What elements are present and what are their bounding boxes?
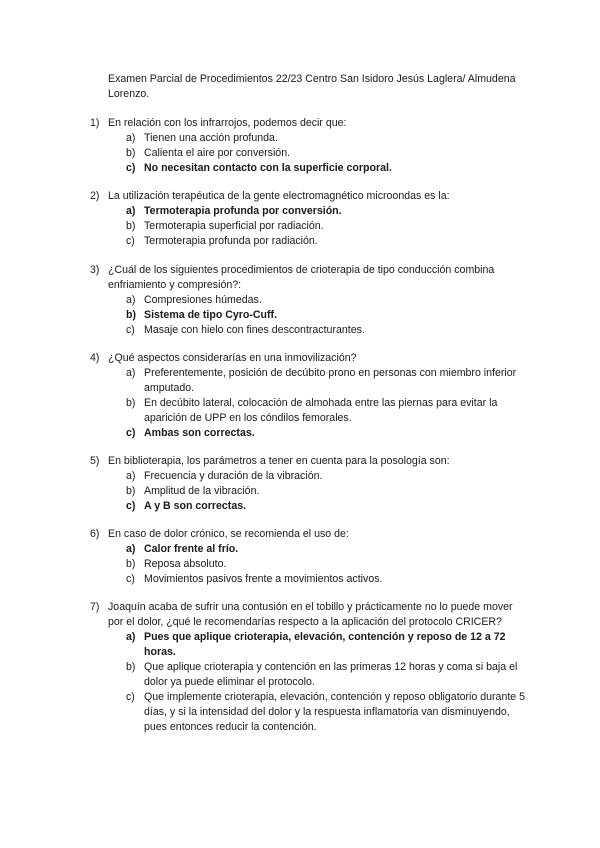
option-c-correct: c) A y B son correctas. bbox=[126, 500, 247, 512]
question-number: 3) bbox=[90, 264, 100, 276]
question-7 bbox=[90, 600, 530, 735]
question-number: 1) bbox=[90, 117, 100, 129]
option-c: c) Termoterapia profunda por radiación. bbox=[126, 235, 318, 247]
option-b: b) En decúbito lateral, colocación de almohada entre las piernas para evitar la aparición de UPP en los cóndilos femorales. bbox=[126, 397, 498, 424]
question-number: 7) bbox=[90, 601, 100, 613]
option-b: b) Termoterapia superficial por radiación. bbox=[126, 220, 324, 232]
option-c-correct: c) No necesitan contacto con la superficie corporal. bbox=[126, 162, 392, 174]
option-b: b) Reposa absoluto. bbox=[126, 558, 227, 570]
question-2 bbox=[90, 189, 530, 249]
answer-options bbox=[90, 469, 530, 514]
question-text: ¿Qué aspectos considerarías en una inmovilización? bbox=[108, 352, 357, 364]
option-b: b) Que aplique crioterapia y contención en las primeras 12 horas y coma si baja el dolor ya puede eliminar el protocolo. bbox=[126, 661, 518, 688]
question-text: En biblioterapia, los parámetros a tener en cuenta para la posología son: bbox=[108, 455, 450, 467]
answer-options bbox=[90, 542, 530, 587]
option-b: b) Calienta el aire por conversión. bbox=[126, 147, 291, 159]
answer-options bbox=[90, 630, 530, 735]
question-number: 4) bbox=[90, 352, 100, 364]
question-text: En caso de dolor crónico, se recomienda el uso de: bbox=[108, 528, 349, 540]
question-number: 2) bbox=[90, 190, 100, 202]
option-a: a) Tienen una acción profunda. bbox=[126, 132, 278, 144]
option-a-correct: a) Pues que aplique crioterapia, elevación, contención y reposo de 12 a 72 horas. bbox=[126, 631, 506, 658]
option-b: b) Amplitud de la vibración. bbox=[126, 485, 260, 497]
answer-options bbox=[90, 204, 530, 249]
option-c: c) Que implemente crioterapia, elevación, contención y reposo obligatorio durante 5 días, y si la intensidad del dolor y la respuesta inflamatoria van disminuyendo, pues entonces reducir la contención. bbox=[126, 691, 526, 733]
option-a-correct: a) Calor frente al frío. bbox=[126, 543, 239, 555]
question-text: En relación con los infrarrojos, podemos decir que: bbox=[108, 117, 347, 129]
question-5 bbox=[90, 454, 530, 514]
option-c: c) Masaje con hielo con fines descontracturantes. bbox=[126, 324, 365, 336]
question-text: ¿Cuál de los siguientes procedimientos de crioterapia de tipo conducción combina enfriamiento y compresión?: bbox=[108, 264, 495, 291]
question-4 bbox=[90, 351, 530, 441]
answer-options bbox=[90, 293, 530, 338]
option-a: a) Preferentemente, posición de decúbito prono en personas con miembro inferior amputado. bbox=[126, 367, 517, 394]
option-a: a) Compresiones húmedas. bbox=[126, 294, 262, 306]
option-c: c) Movimientos pasivos frente a movimientos activos. bbox=[126, 573, 383, 585]
question-3 bbox=[90, 263, 530, 338]
option-a: a) Frecuencia y duración de la vibración. bbox=[126, 470, 323, 482]
question-text: La utilización terapéutica de la gente electromagnético microondas es la: bbox=[108, 190, 450, 202]
question-6 bbox=[90, 527, 530, 587]
answer-options bbox=[90, 131, 530, 176]
exam-header: Examen Parcial de Procedimientos 22/23 Centro San Isidoro Jesús Laglera/ Almudena Lorenzo. bbox=[108, 73, 516, 100]
option-a-correct: a) Termoterapia profunda por conversión. bbox=[126, 205, 342, 217]
question-text: Joaquín acaba de sufrir una contusión en el tobillo y prácticamente no lo puede mover por el dolor, ¿qué le recomendarías respecto a la aplicación del protocolo CRICER? bbox=[108, 601, 513, 628]
question-number: 5) bbox=[90, 455, 100, 467]
question-1 bbox=[90, 116, 530, 176]
option-b-correct: b) Sistema de tipo Cyro-Cuff. bbox=[126, 309, 278, 321]
answer-options bbox=[90, 366, 530, 441]
option-c-correct: c) Ambas son correctas. bbox=[126, 427, 255, 439]
question-number: 6) bbox=[90, 528, 100, 540]
